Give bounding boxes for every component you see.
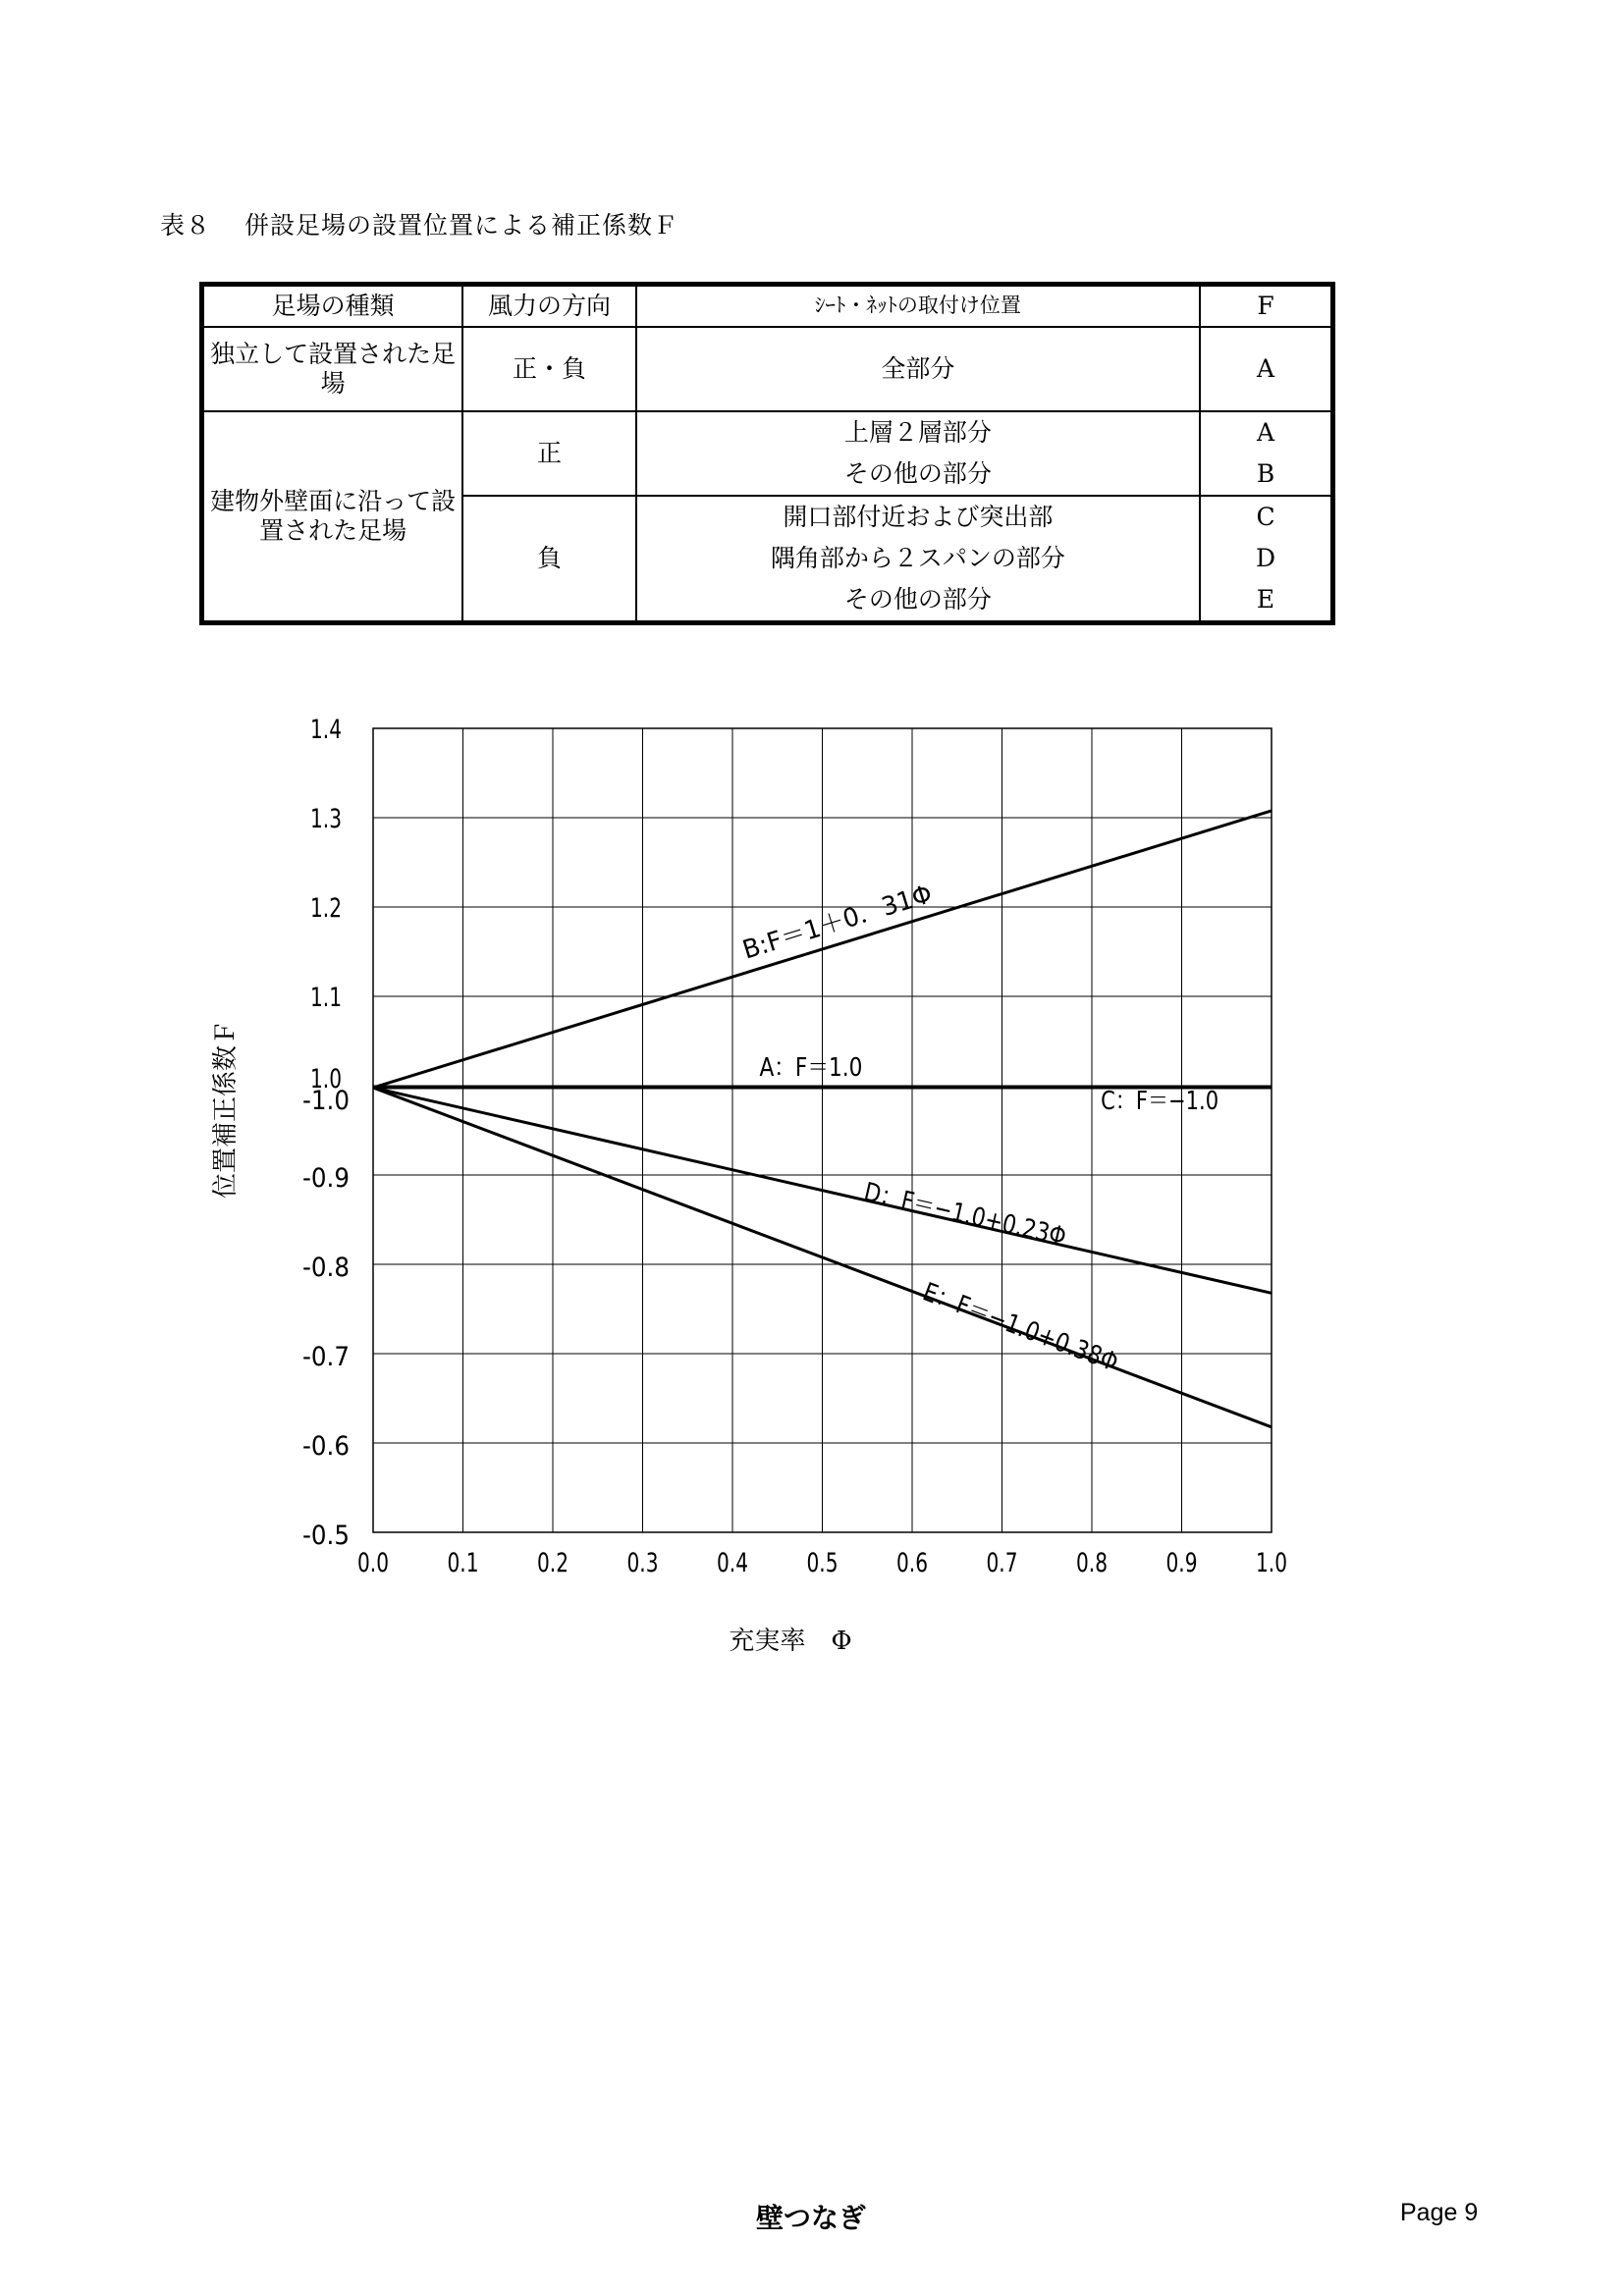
header-f: F	[1200, 285, 1332, 328]
y-tick-label-upper: 1.2	[310, 893, 342, 924]
cell-position: 隅角部から２スパンの部分	[636, 538, 1200, 579]
cell-direction-negative: 負	[462, 496, 635, 623]
header-wind-direction: 風力の方向	[462, 285, 635, 328]
series-label-E: E：F＝−1.0+0.38Φ	[918, 1277, 1157, 1391]
cell-position: その他の部分	[636, 579, 1200, 623]
cell-f: B	[1200, 454, 1332, 496]
y-tick-label-lower: -0.8	[302, 1253, 350, 1283]
series-label-B: B:F＝1＋0．31Φ	[738, 878, 942, 966]
cell-position: その他の部分	[636, 454, 1200, 496]
cell-f: D	[1200, 538, 1332, 579]
header-sheet-position: ｼｰﾄ・ﾈｯﾄの取付け位置	[636, 285, 1200, 328]
cell-position: 上層２層部分	[636, 411, 1200, 454]
series-label-C: C：F＝−1.0	[1101, 1087, 1219, 1116]
y-tick-label-upper: 1.1	[310, 983, 342, 1013]
x-tick-label: 0.7	[986, 1548, 1018, 1578]
y-tick-label-lower: -0.9	[302, 1163, 350, 1194]
x-tick-label: 0.2	[537, 1548, 568, 1578]
table-title: 併設足場の設置位置による補正係数Ｆ	[244, 211, 679, 240]
y-tick-label-lower: -0.5	[302, 1521, 350, 1551]
cell-position: 開口部付近および突出部	[636, 496, 1200, 538]
header-scaffold-type: 足場の種類	[202, 285, 463, 328]
cell-f: E	[1200, 579, 1332, 623]
y-tick-label-upper: 1.0	[310, 1064, 342, 1095]
y-axis-title: 位置補正係数Ｆ	[211, 1019, 241, 1200]
cell-type-independent: 独立して設置された足場	[202, 327, 463, 411]
cell-direction-both: 正・負	[462, 327, 635, 411]
y-tick-label-lower: -0.7	[302, 1342, 350, 1372]
x-axis-title: 充実率 Φ	[729, 1627, 852, 1656]
table-number: 表８	[160, 211, 212, 240]
series-label-D: D：F＝−1.0+0.23Φ	[861, 1177, 1108, 1261]
x-tick-label: 0.9	[1165, 1548, 1198, 1578]
y-tick-label-lower: -0.6	[302, 1431, 350, 1462]
page-number: Page 9	[1400, 2199, 1479, 2226]
x-tick-label: 0.8	[1076, 1548, 1108, 1578]
x-tick-label: 0.4	[717, 1548, 748, 1578]
y-tick-label-upper: 1.3	[310, 804, 342, 834]
cell-f: C	[1200, 496, 1332, 538]
x-tick-label: 0.3	[626, 1548, 659, 1578]
series-label-A: A：F＝1.0	[759, 1053, 863, 1083]
cell-position-all: 全部分	[636, 327, 1200, 411]
footer-title: 壁つなぎ	[756, 2202, 867, 2234]
cell-direction-positive: 正	[462, 411, 635, 496]
x-tick-label: 0.5	[806, 1548, 839, 1578]
x-tick-label: 0.1	[447, 1548, 479, 1578]
cell-type-along-wall: 建物外壁面に沿って設置された足場	[202, 411, 463, 623]
x-tick-label: 0.6	[896, 1548, 928, 1578]
cell-f-independent: A	[1200, 327, 1332, 411]
y-tick-label-upper: 1.4	[310, 715, 342, 745]
x-tick-label: 1.0	[1256, 1548, 1287, 1578]
x-tick-label: 0.0	[357, 1548, 389, 1578]
y-tick-label-lower: -1.0	[302, 1086, 350, 1116]
cell-f: A	[1200, 411, 1332, 454]
